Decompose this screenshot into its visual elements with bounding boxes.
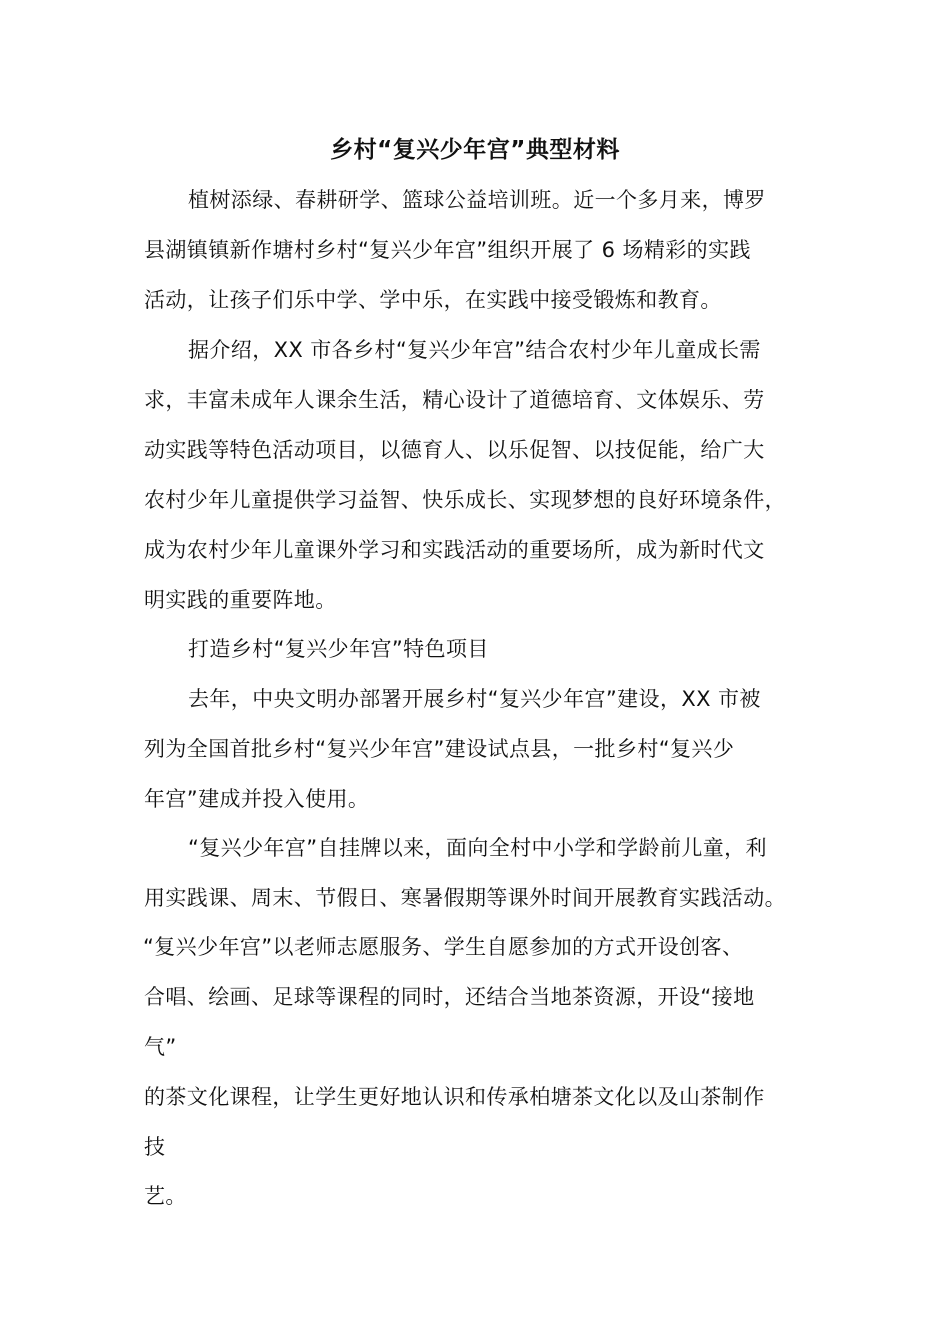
paragraph-line: 成为农村少年儿童课外学习和实践活动的重要场所，成为新时代文 xyxy=(144,538,765,562)
paragraph-line: 列为全国首批乡村“复兴少年宫”建设试点县，一批乡村“复兴少 xyxy=(144,737,735,761)
paragraph-line: 的茶文化课程，让学生更好地认识和传承柏塘茶文化以及山茶制作 xyxy=(144,1085,765,1109)
section-heading: 打造乡村“复兴少年宫”特色项目 xyxy=(188,637,489,661)
paragraph-line: “复兴少年宫”以老师志愿服务、学生自愿参加的方式开设创客、 xyxy=(143,935,744,959)
paragraph-line: 据介绍，XX 市各乡村“复兴少年宫”结合农村少年儿童成长需 xyxy=(188,338,761,362)
paragraph-line: 动实践等特色活动项目，以德育人、以乐促智、以技促能，给广大 xyxy=(144,438,765,462)
document-title: 乡村“复兴少年宫”典型材料 xyxy=(330,137,620,163)
paragraph-line: 年宫”建成并投入使用。 xyxy=(144,787,370,811)
paragraph-line: 用实践课、周末、节假日、寒暑假期等课外时间开展教育实践活动。 xyxy=(144,886,786,910)
paragraph-line: 艺。 xyxy=(144,1184,187,1208)
paragraph-line: 活动，让孩子们乐中学、学中乐，在实践中接受锻炼和教育。 xyxy=(144,288,722,312)
paragraph-line: 县湖镇镇新作塘村乡村“复兴少年宫”组织开展了 6 场精彩的实践 xyxy=(144,238,751,262)
paragraph-line: “复兴少年宫”自挂牌以来，面向全村中小学和学龄前儿童，利 xyxy=(188,836,767,860)
paragraph-line: 明实践的重要阵地。 xyxy=(144,588,337,612)
paragraph-line: 技 xyxy=(144,1135,166,1159)
paragraph-line: 植树添绿、春耕研学、篮球公益培训班。近一个多月来，博罗 xyxy=(188,188,766,212)
paragraph-line: 农村少年儿童提供学习益智、快乐成长、实现梦想的良好环境条件， xyxy=(144,488,786,512)
paragraph-line: 合唱、绘画、足球等课程的同时，还结合当地茶资源，开设“接地 xyxy=(144,985,755,1009)
paragraph-line: 求，丰富未成年人课余生活，精心设计了道德培育、文体娱乐、劳 xyxy=(144,388,765,412)
paragraph-line: 去年，中央文明办部署开展乡村“复兴少年宫”建设，XX 市被 xyxy=(188,687,761,711)
paragraph-line: 气” xyxy=(144,1035,177,1059)
